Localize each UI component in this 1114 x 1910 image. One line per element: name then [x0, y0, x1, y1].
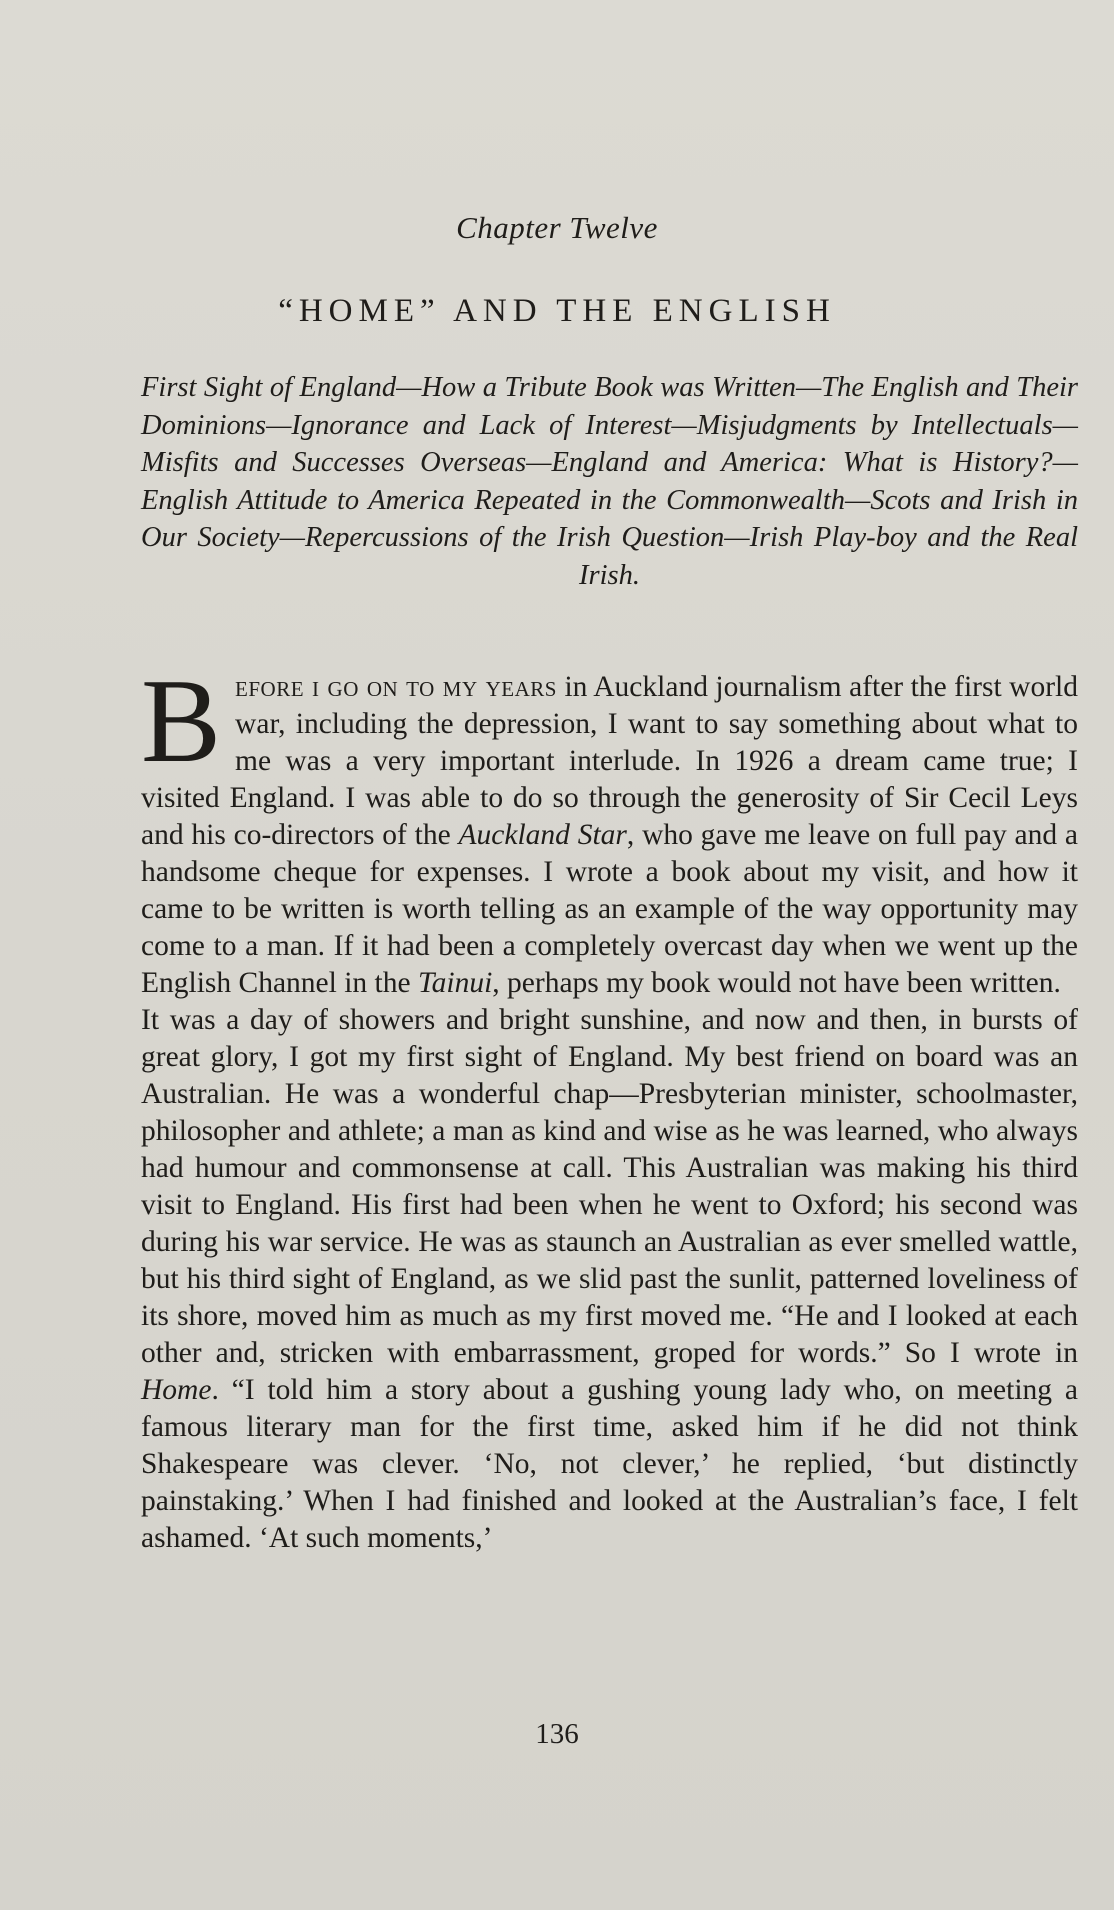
small-caps-lead: efore i go on to my years	[235, 671, 557, 703]
paragraph-2	[141, 1002, 1078, 1557]
paragraph-1-italic-2: Tainui	[417, 967, 493, 999]
chapter-title: “HOME” AND THE ENGLISH	[278, 293, 836, 329]
chapter-label: Chapter Twelve	[456, 210, 658, 245]
paragraph-1	[141, 654, 1078, 1002]
body-text	[141, 654, 1078, 1557]
paragraph-2-text-b: . “I told him a story about a gushing young lady who, on meeting a famous literary man for the first time, asked him if he did not think Shakespeare was clever. ‘No, not clever,’ he replied, ‘but distinctly painstaking.’ When I had finished and looked at the Australian’s face, I felt ashamed. ‘At such moments,’	[141, 1374, 1078, 1554]
paragraph-1-italic-1: Auckland Star	[458, 819, 627, 851]
chapter-synopsis: First Sight of England—How a Tribute Book was Written—The English and Their Dominions—Ignorance and Lack of Interest—Misjudgments by Intellectuals—Misfits and Successes Overseas—England and America: What is History?—English Attitude to America Repeated in the Commonwealth—Scots and Irish in Our Society—Repercussions of the Irish Question—Irish Play-boy and the Real Irish.	[141, 372, 1078, 591]
paragraph-1-text-a: in Auckland journalism after the first world war, including the depression, I want to say something about what to me was a very important interlude. In 1926 a dream came true; I visited England. I was able to do so through the generosity of Sir Cecil Leys and his co-directors of the	[141, 671, 1078, 851]
drop-cap: B	[141, 654, 222, 787]
paragraph-1-text-c: , perhaps my book would not have been written.	[492, 967, 1061, 999]
paragraph-2-italic-1: Home	[141, 1374, 212, 1406]
paragraph-1-text-b: , who gave me leave on full pay and a handsome cheque for expenses. I wrote a book about my visit, and how it came to be written is worth telling as an example of the way opportunity may come to a man. If it had been a completely overcast day when we went up the English Channel in the	[141, 819, 1078, 999]
paragraph-2-text-a: It was a day of showers and bright sunshine, and now and then, in bursts of great glory, I got my first sight of England. My best friend on board was an Australian. He was a wonderful chap—Presbyterian minister, schoolmaster, philosopher and athlete; a man as kind and wise as he was learned, who always had humour and commonsense at call. This Australian was making his third visit to England. His first had been when he went to Oxford; his second was during his war service. He was as staunch an Australian as ever smelled wattle, but his third sight of England, as we slid past the sunlit, patterned loveliness of its shore, moved him as much as my first moved me. “He and I looked at each other and, stricken with embarrassment, groped for words.” So I wrote in	[141, 1004, 1078, 1369]
page-number: 136	[535, 1718, 579, 1750]
